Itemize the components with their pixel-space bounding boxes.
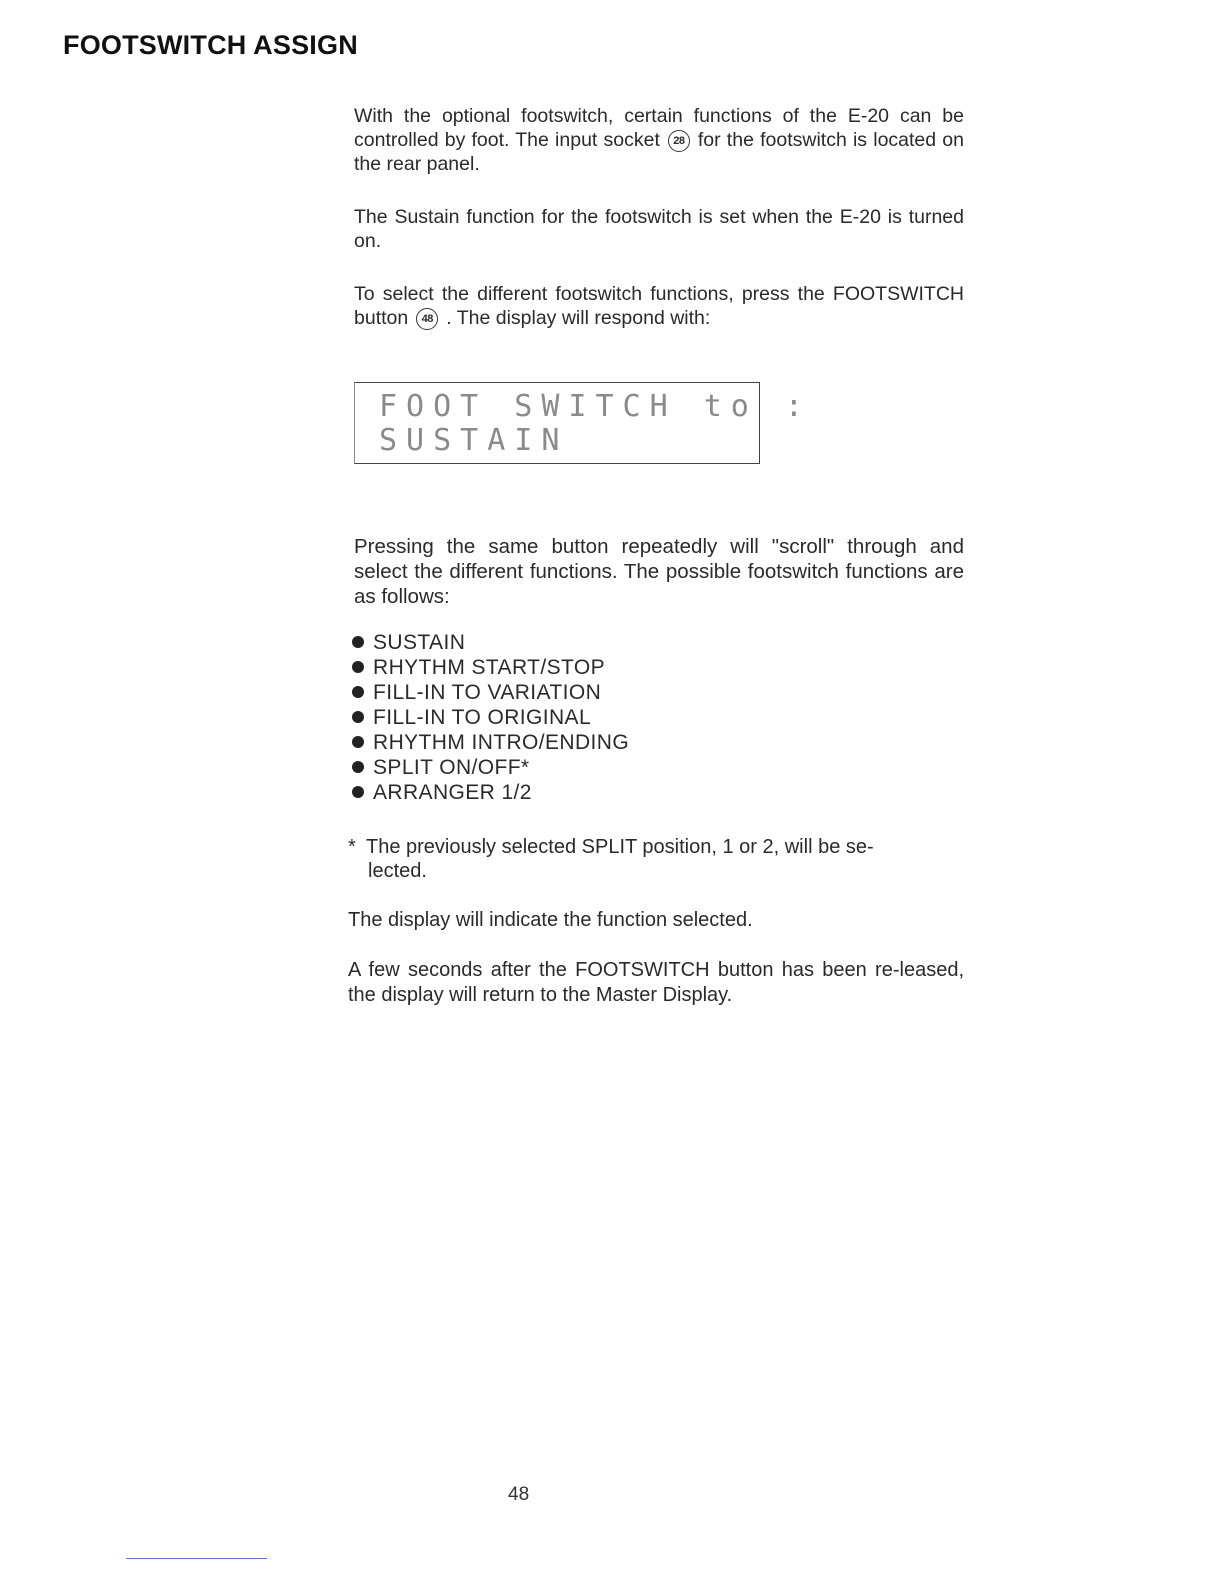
scroll-paragraph	[354, 534, 964, 609]
list-item: RHYTHM INTRO/ENDING	[352, 730, 629, 755]
page-title: FOOTSWITCH ASSIGN	[63, 30, 358, 60]
lcd-line-1: FOOT SWITCH to :	[379, 389, 812, 424]
bullet-icon	[352, 661, 364, 673]
button-reference-badge: 48	[416, 308, 438, 330]
list-item: FILL-IN TO ORIGINAL	[352, 705, 629, 730]
intro-text-b: for the footswitch is located on the rear panel.	[354, 129, 964, 175]
indicate-text: The display will indicate the function selected.	[348, 909, 753, 931]
bullet-icon	[352, 736, 364, 748]
bullet-icon	[352, 711, 364, 723]
sustain-text: The Sustain function for the footswitch is set when the E-20 is turned on.	[354, 206, 964, 252]
lcd-display	[354, 382, 812, 464]
bullet-icon	[352, 636, 364, 648]
footnote	[348, 835, 964, 883]
intro-paragraph	[354, 104, 964, 176]
footer-rule	[126, 1558, 267, 1559]
select-text-b: . The display will respond with:	[446, 307, 711, 329]
bullet-icon	[352, 786, 364, 798]
page-number: 48	[508, 1484, 530, 1505]
list-item: SPLIT ON/OFF*	[352, 755, 629, 780]
intro-text-a: With the optional footswitch, certain functions of the E-20 can be controlled by foot. The input socket	[354, 105, 964, 151]
function-list	[352, 630, 629, 805]
select-text-a: To select the different footswitch functions, press the FOOTSWITCH button	[354, 283, 964, 329]
lcd-line-2: SUSTAIN	[379, 423, 569, 458]
bullet-icon	[352, 761, 364, 773]
sustain-paragraph	[354, 205, 964, 253]
list-item: FILL-IN TO VARIATION	[352, 680, 629, 705]
bullet-icon	[352, 686, 364, 698]
list-item: ARRANGER 1/2	[352, 780, 629, 805]
footnote-line-1: The previously selected SPLIT position, 1 or 2, will be se-	[366, 836, 874, 858]
footnote-line-2: lected.	[368, 860, 427, 882]
list-item: RHYTHM START/STOP	[352, 655, 629, 680]
scroll-text: Pressing the same button repeatedly will "scroll" through and select the different functions. The possible footswitch functions are as follows:	[354, 535, 964, 608]
select-paragraph	[354, 282, 964, 330]
list-item: SUSTAIN	[352, 630, 629, 655]
socket-reference-badge: 28	[668, 130, 690, 152]
release-text: A few seconds after the FOOTSWITCH button has been re-leased, the display will return to the Master Display.	[348, 959, 964, 1006]
footnote-marker: *	[348, 836, 356, 858]
